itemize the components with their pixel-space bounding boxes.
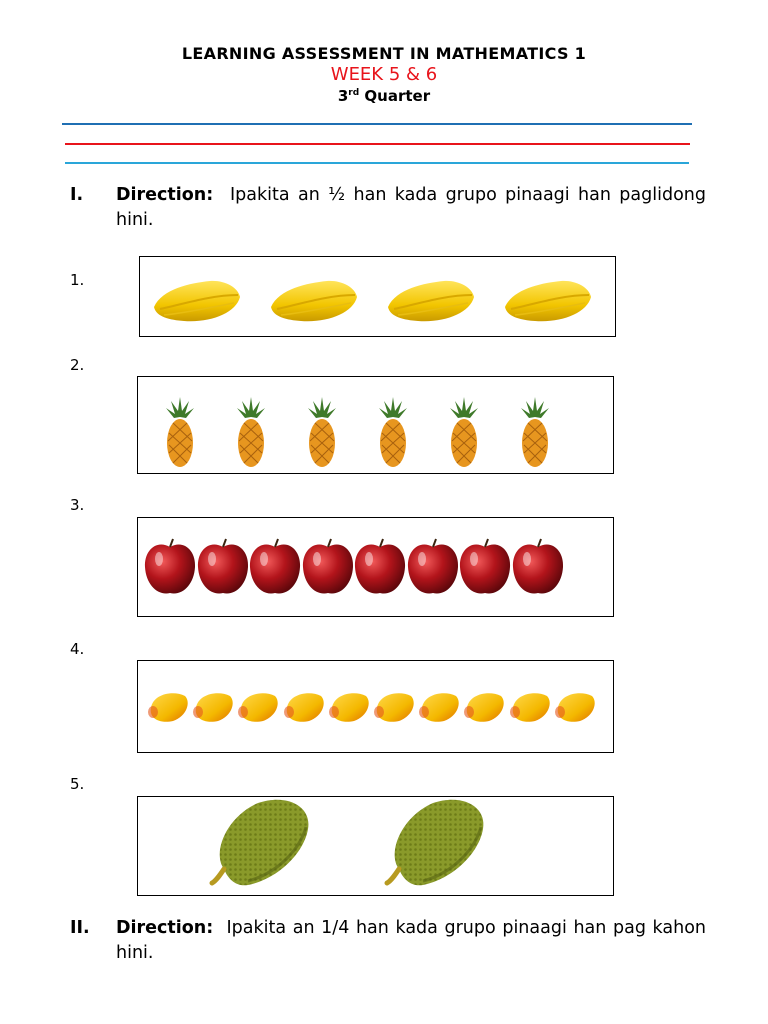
section-2-direction [70, 916, 710, 968]
quarter-label [0, 87, 768, 105]
week-label: WEEK 5 & 6 [330, 64, 438, 85]
section-1-instruction: Ipakita an ½ han kada grupo pinaagi han paglidong hini. [116, 185, 706, 230]
section-1-text [116, 183, 706, 233]
section-1-numeral: I. [70, 185, 84, 205]
item-4-number: 4. [70, 640, 85, 658]
pineapple-icon [307, 397, 337, 467]
apple-icon [302, 537, 354, 597]
star-fruit-icon [501, 275, 593, 327]
apple-icon [512, 537, 564, 597]
item-3-fruit-box[interactable] [137, 517, 614, 617]
item-5-fruit-box[interactable] [137, 796, 614, 896]
quarter-ordinal: rd [348, 88, 360, 98]
mango-icon [237, 690, 279, 724]
pineapple-icon [378, 397, 408, 467]
section-1-direction [70, 183, 710, 235]
item-1-number: 1. [70, 271, 85, 289]
mango-icon [147, 690, 189, 724]
mango-icon [328, 690, 370, 724]
section-2-label: Direction: [116, 918, 214, 938]
name-line-cyan [65, 162, 689, 164]
item-4-fruit-box[interactable] [137, 660, 614, 753]
star-fruit-icon [267, 275, 359, 327]
apple-icon [197, 537, 249, 597]
mango-icon [463, 690, 505, 724]
pineapple-icon [520, 397, 550, 467]
star-fruit-icon [150, 275, 242, 327]
star-fruit-icon [384, 275, 476, 327]
quarter-number: 3 [337, 87, 349, 105]
item-2-number: 2. [70, 356, 85, 374]
mango-icon [373, 690, 415, 724]
quarter-word: Quarter [364, 87, 431, 105]
jackfruit-icon [383, 797, 489, 891]
mango-icon [283, 690, 325, 724]
section-1-label: Direction: [116, 185, 214, 205]
item-3-number: 3. [70, 496, 85, 514]
item-2-fruit-box[interactable] [137, 376, 614, 474]
apple-icon [407, 537, 459, 597]
jackfruit-icon [208, 797, 314, 891]
apple-icon [354, 537, 406, 597]
mango-icon [554, 690, 596, 724]
name-line-red [65, 143, 690, 145]
name-line-blue [62, 123, 692, 125]
mango-icon [192, 690, 234, 724]
pineapple-icon [449, 397, 479, 467]
pineapple-icon [165, 397, 195, 467]
apple-icon [459, 537, 511, 597]
pineapple-icon [236, 397, 266, 467]
apple-icon [249, 537, 301, 597]
section-2-text [116, 916, 706, 966]
worksheet-title: LEARNING ASSESSMENT IN MATHEMATICS 1 [181, 44, 587, 63]
section-2-numeral: II. [70, 918, 90, 938]
mango-icon [418, 690, 460, 724]
mango-icon [509, 690, 551, 724]
item-1-fruit-box[interactable] [139, 256, 616, 337]
section-2-instruction: Ipakita an 1/4 han kada grupo pinaagi han pag kahon hini. [116, 918, 706, 963]
item-5-number: 5. [70, 775, 85, 793]
apple-icon [144, 537, 196, 597]
